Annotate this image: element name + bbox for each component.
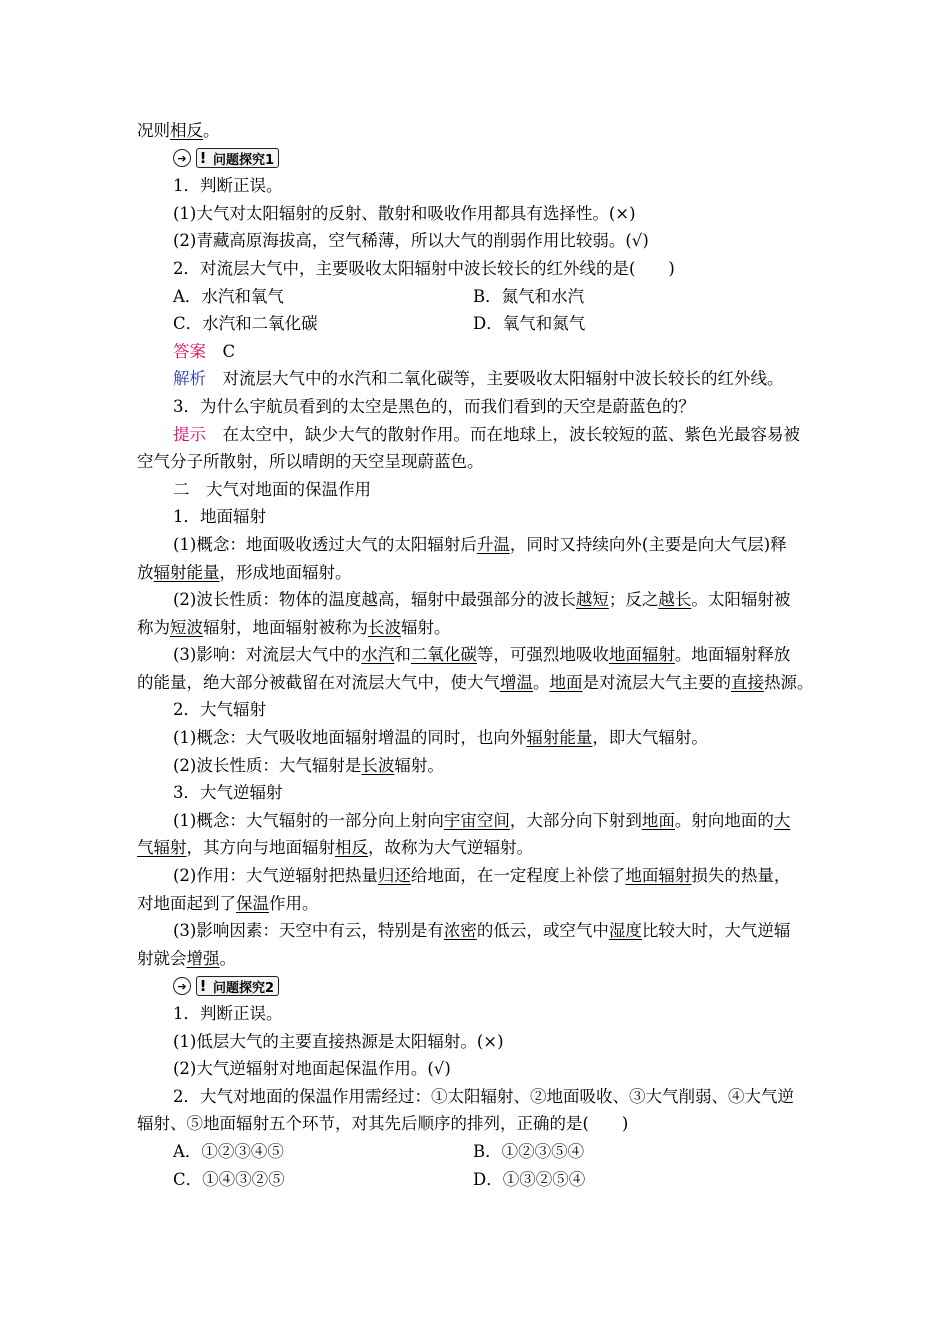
option-a: A．①②③④⑤ (173, 1141, 284, 1161)
section-heading: 二 大气对地面的保温作用 (173, 479, 371, 499)
underlined-term: 辐射能量 (153, 562, 220, 582)
paragraph (137, 917, 817, 945)
answer-label: 答案 (173, 341, 206, 361)
paragraph-cont (137, 669, 817, 697)
text: (1)概念：大气辐射的一部分向上射向 (173, 810, 444, 830)
text: 。太阳辐射被 (691, 590, 791, 610)
text: 称为 (137, 617, 170, 637)
text: 的能量，绝大部分被截留在对流层大气中，使大气 (137, 672, 500, 692)
exclamation-icon: ! (199, 149, 207, 168)
underlined-term: 辐射能量 (526, 728, 593, 748)
paragraph-cont (137, 834, 817, 862)
text: ，形成地面辐射。 (219, 562, 352, 582)
text: (3)影响：对流层大气中的 (173, 645, 362, 665)
option-d: D．①③②⑤④ (473, 1169, 586, 1189)
text: 。射向地面的 (674, 810, 774, 830)
underlined-term: 气辐射 (137, 838, 187, 858)
underlined-term: 浓密 (443, 921, 477, 941)
subsection-heading: 3．大气逆辐射 (173, 783, 283, 803)
text: 。地面辐射释放 (674, 645, 791, 665)
options-row (137, 283, 817, 311)
text: 。 (219, 948, 236, 968)
option-b: B．①②③⑤④ (473, 1141, 585, 1161)
hint-line (137, 421, 817, 449)
underlined-term: 增温 (500, 672, 533, 692)
underlined-term: 长波 (368, 617, 401, 637)
text: (2)波长性质：物体的温度越高，辐射中最强部分的波长 (173, 590, 576, 610)
option-a: A．水汽和氧气 (173, 286, 284, 306)
options-row (137, 1138, 817, 1166)
text: 。 (533, 672, 550, 692)
arrow-right-icon: ➔ (173, 149, 191, 167)
question-title: 1．判断正误。 (173, 1004, 283, 1023)
hint-line-cont: 空气分子所散射，所以晴朗的天空呈现蔚蓝色。 (137, 452, 484, 472)
document-body (137, 117, 817, 1193)
text: (1)概念：大气吸收地面辐射增温的同时，也向外 (173, 728, 527, 748)
text: 损失的热量， (691, 866, 791, 886)
analysis-text: 对流层大气中的水汽和二氧化碳等，主要吸收太阳辐射中波长较长的红外线。 (206, 369, 784, 389)
options-row (137, 1166, 817, 1194)
text: 辐射。 (394, 755, 444, 775)
option-d: D．氧气和氮气 (473, 314, 586, 334)
underlined-term: 升温 (476, 534, 510, 554)
text: 对地面起到了 (137, 893, 236, 913)
underlined-term: 相反 (170, 121, 203, 140)
paragraph-cont (137, 559, 817, 587)
underlined-term: 增强 (186, 948, 220, 968)
text: 。 (203, 121, 220, 140)
text: 热源。 (764, 672, 814, 692)
paragraph-cont (137, 890, 817, 918)
paragraph (137, 531, 817, 559)
text: ，即大气辐射。 (592, 728, 708, 748)
inquiry-label: 问题探究2 (213, 980, 275, 996)
inquiry-badge-1 (137, 145, 817, 173)
text: 作用。 (269, 893, 319, 913)
question-item: (1)大气对太阳辐射的反射、散射和吸收作用都具有选择性。(×) (173, 203, 636, 223)
inquiry-badge-2 (137, 972, 817, 1000)
text: (2)作用：大气逆辐射把热量 (173, 866, 378, 886)
paragraph-cont (137, 945, 817, 973)
underlined-term: 越短 (575, 590, 609, 610)
paragraph (137, 586, 817, 614)
option-c: C．①④③②⑤ (173, 1169, 285, 1189)
paragraph (137, 724, 817, 752)
paragraph-continuation (137, 117, 817, 145)
arrow-right-icon: ➔ (173, 977, 191, 995)
inquiry-badge (173, 149, 279, 167)
underlined-term: 湿度 (608, 921, 642, 941)
text: ，故称为大气逆辐射。 (368, 838, 533, 858)
inquiry-label: 问题探究1 (213, 152, 275, 168)
underlined-term: 地面 (641, 810, 675, 830)
analysis-label: 解析 (173, 369, 206, 389)
question-item: (2)青藏高原海拔高，空气稀薄，所以大气的削弱作用比较弱。(√) (173, 231, 649, 251)
options-row (137, 310, 817, 338)
text: 射就会 (137, 948, 187, 968)
text: (2)波长性质：大气辐射是 (173, 755, 362, 775)
question-item: (1)低层大气的主要直接热源是太阳辐射。(×) (173, 1031, 504, 1051)
text: 的低云，或空气中 (476, 921, 609, 941)
underlined-term: 地面 (549, 672, 583, 692)
text: 是对流层大气主要的 (582, 672, 731, 692)
text: 和 (394, 645, 411, 665)
text: 辐射。 (401, 617, 451, 637)
underlined-term: 地面辐射 (625, 866, 692, 886)
inquiry-label-box (196, 148, 279, 168)
underlined-term: 大 (773, 810, 791, 830)
question-title-cont: 辐射、⑤地面辐射五个环节，对其先后顺序的排列，正确的是( ) (137, 1114, 629, 1134)
option-b: B．氮气和水汽 (473, 286, 585, 306)
underlined-term: 短波 (170, 617, 203, 637)
underlined-term: 直接 (731, 672, 764, 692)
text: (1)概念：地面吸收透过大气的太阳辐射后 (173, 534, 477, 554)
underlined-term: 宇宙空间 (443, 810, 510, 830)
question-title: 3．为什么宇航员看到的太空是黑色的，而我们看到的天空是蔚蓝色的？ (173, 396, 695, 416)
text: ，其方向与地面辐射 (186, 838, 335, 858)
answer-text: C (206, 341, 236, 361)
question-title: 2．大气对地面的保温作用需经过：①太阳辐射、②地面吸收、③大气削弱、④大气逆 (173, 1086, 794, 1106)
paragraph (137, 752, 817, 780)
text: 等，可强烈地吸收 (476, 645, 609, 665)
analysis-line (137, 365, 817, 393)
underlined-term: 地面辐射 (608, 645, 675, 665)
text: ，同时又持续向外(主要是向大气层)释 (509, 534, 787, 554)
inquiry-badge (173, 977, 279, 995)
text: 比较大时，大气逆辐 (641, 921, 791, 941)
text: 辐射，地面辐射被称为 (203, 617, 368, 637)
paragraph (137, 641, 817, 669)
underlined-term: 归还 (377, 866, 411, 886)
answer-line (137, 338, 817, 366)
underlined-term: 水汽 (361, 645, 395, 665)
subsection-heading: 1．地面辐射 (173, 507, 266, 527)
text: 况则 (137, 121, 170, 140)
question-title: 2．对流层大气中，主要吸收太阳辐射中波长较长的红外线的是( ) (173, 258, 675, 278)
text: 放 (137, 562, 154, 582)
hint-label: 提示 (173, 424, 206, 444)
inquiry-label-box (196, 976, 279, 996)
paragraph (137, 807, 817, 835)
exclamation-icon: ! (199, 977, 207, 996)
underlined-term: 长波 (361, 755, 395, 775)
underlined-term: 保温 (236, 893, 269, 913)
paragraph (137, 862, 817, 890)
hint-text: 在太空中，缺少大气的散射作用。而在地球上，波长较短的蓝、紫色光最容易被 (206, 424, 800, 444)
question-item: (2)大气逆辐射对地面起保温作用。(√) (173, 1059, 451, 1079)
text: ，大部分向下射到 (509, 810, 642, 830)
text: 给地面，在一定程度上补偿了 (410, 866, 626, 886)
paragraph-cont (137, 614, 817, 642)
underlined-term: 二氧化碳 (410, 645, 477, 665)
option-c: C．水汽和二氧化碳 (173, 314, 318, 334)
underlined-term: 相反 (335, 838, 368, 858)
question-title: 1．判断正误。 (173, 176, 283, 196)
text: ；反之 (608, 590, 659, 610)
underlined-term: 越长 (658, 590, 692, 610)
text: (3)影响因素：天空中有云，特别是有 (173, 921, 444, 941)
subsection-heading: 2．大气辐射 (173, 700, 266, 720)
